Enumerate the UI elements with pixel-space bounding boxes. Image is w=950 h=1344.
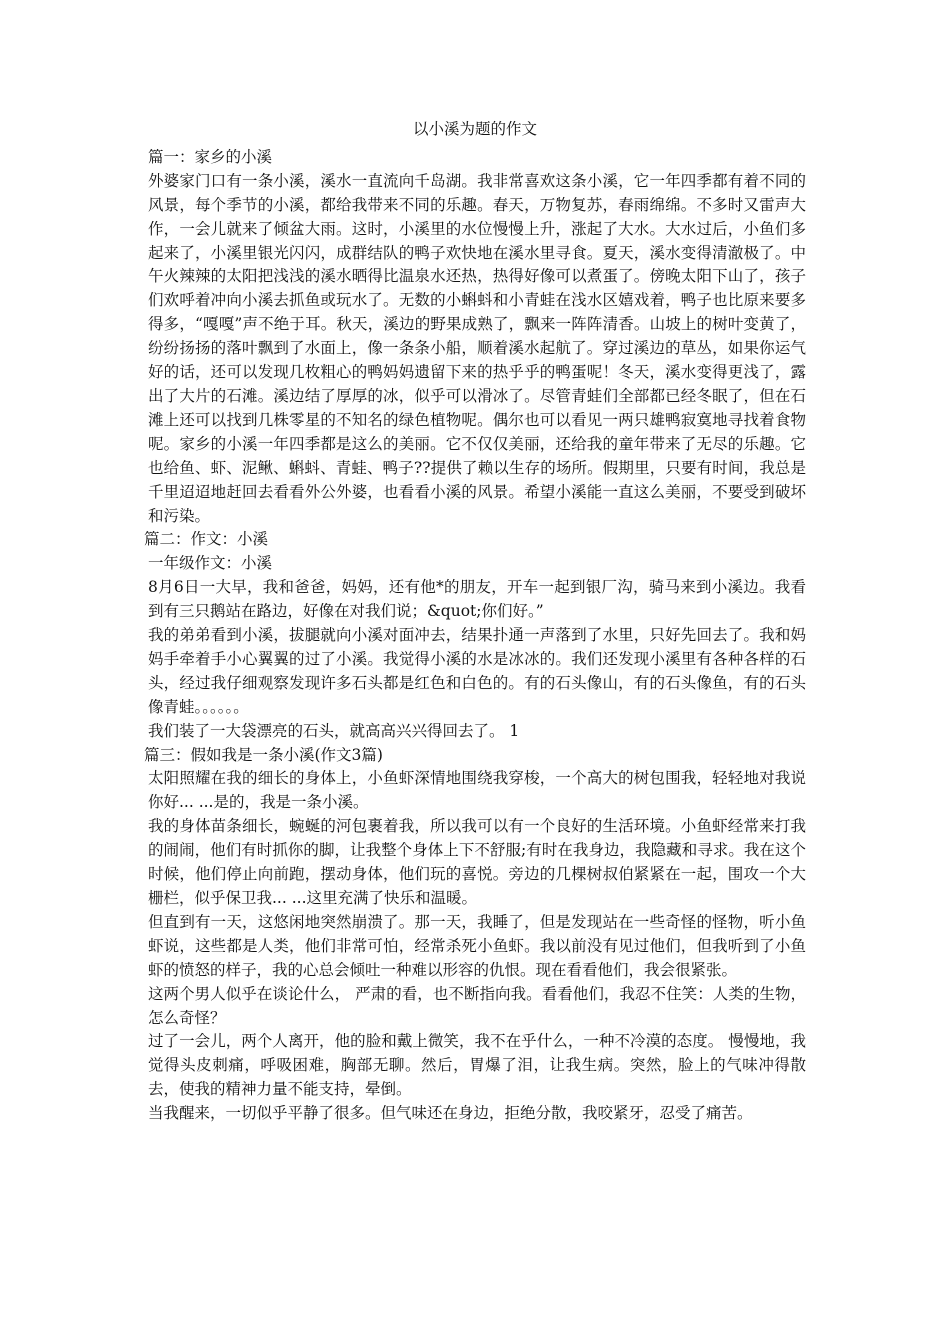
document-page: [144, 118, 806, 1126]
paragraph: 我的弟弟看到小溪，拔腿就向小溪对面冲去，结果扑通一声落到了水里，只好先回去了。我和妈妈手牵着手小心翼翼的过了小溪。我觉得小溪的水是冰冰的。我们还发现小溪里有各种各样的石头，经过我仔细观察发现许多石头都是红色和白色的。有的石头像山，有的石头像鱼，有的石头像青蛙。。。。。。: [148, 626, 806, 716]
paragraph: 我们装了一大袋漂亮的石头，就高高兴兴得回去了。 1: [148, 721, 520, 740]
paragraph: 外婆家门口有一条小溪，溪水一直流向千岛湖。我非常喜欢这条小溪，它一年四季都有着不同的风景，每个季节的小溪，都给我带来不同的乐趣。春天，万物复苏，春雨绵绵。不多时又雷声大作，一会儿就来了倾盆大雨。这时，小溪里的水位慢慢上升，涨起了大水。大水过后，小鱼们多起来了，小溪里银光闪闪，成群结队的鸭子欢快地在溪水里寻食。夏天，溪水变得清澈极了。中午火辣辣的太阳把浅浅的溪水晒得比温泉水还热，热得好像可以煮蛋了。傍晚太阳下山了，孩子们欢呼着冲向小溪去抓鱼或玩水了。无数的小蝌蚪和小青蛙在浅水区嬉戏着，鸭子也比原来要多得多，“嘎嘎”声不绝于耳。秋天，溪边的野果成熟了，飘来一阵阵清香。山坡上的树叶变黄了，纷纷扬扬的落叶飘到了水面上，像一条条小船，顺着溪水起航了。穿过溪边的草丛，如果你运气好的话，还可以发现几枚粗心的鸭妈妈遗留下来的热乎乎的鸭蛋呢！冬天，溪水变得更浅了，露出了大片的石滩。溪边结了厚厚的冰，似乎可以滑冰了。尽管青蛙们全部都已经冬眠了，但在石滩上还可以找到几株零星的不知名的绿色植物呢。偶尔也可以看见一两只雄鸭寂寞地寻找着食物呢。家乡的小溪一年四季都是这么的美丽。它不仅仅美丽，还给我的童年带来了无尽的乐趣。它也给鱼、虾、泥鳅、蝌蚪、青蛙、鸭子??提供了赖以生存的场所。假期里，只要有时间，我总是千里迢迢地赶回去看看外公外婆，也看看小溪的风景。希望小溪能一直这么美丽，不要受到破坏和污染。: [148, 171, 806, 525]
paragraph: 过了一会儿，两个人离开，他的脸和戴上微笑，我不在乎什么，一种不冷漠的态度。 慢慢地，我觉得头皮刺痛，呼吸困难，胸部无聊。然后，胃爆了泪，让我生病。突然，脸上的气味冲得散去，使我的精神力量不能支持，晕倒。: [148, 1032, 806, 1099]
paragraph: 我的身体苗条细长，蜿蜒的河包裹着我，所以我可以有一个良好的生活环境。小鱼虾经常来打我的闹闹，他们有时抓你的脚，让我整个身体上下不舒服;有时在我身边，我隐藏和寻求。我在这个时候，他们停止向前跑，摆动身体，他们玩的喜悦。旁边的几棵树叔伯紧紧在一起，围攻一个大栅栏，似乎保卫我... ...这里充满了快乐和温暖。: [148, 817, 806, 907]
paragraph: 但直到有一天，这悠闲地突然崩溃了。那一天，我睡了，但是发现站在一些奇怪的怪物，听小鱼虾说，这些都是人类，他们非常可怕，经常杀死小鱼虾。我以前没有见过他们，但我听到了小鱼虾的愤怒的样子，我的心总会倾吐一种难以形容的仇恨。现在看看他们，我会很紧张。: [148, 912, 806, 979]
paragraph: 太阳照耀在我的细长的身体上，小鱼虾深情地围绕我穿梭，一个高大的树包围我，轻轻地对我说你好... ...是的，我是一条小溪。: [148, 769, 806, 812]
section-heading: 篇三：假如我是一条小溪(作文3篇): [144, 745, 383, 764]
paragraph: 当我醒来，一切似乎平静了很多。但气味还在身边，拒绝分散，我咬紧牙，忍受了痛苦。: [148, 1104, 753, 1123]
section-heading: 篇一：家乡的小溪: [148, 147, 273, 166]
paragraph: 一年级作文：小溪: [148, 554, 273, 573]
paragraph: 8月6日一大早，我和爸爸，妈妈，还有他*的朋友，开车一起到银厂沟，骑马来到小溪边。我看到有三只鹅站在路边，好像在对我们说；&quot;你们好。”: [148, 578, 806, 621]
section-heading: 篇二：作文：小溪: [144, 530, 269, 549]
document-title: 以小溪为题的作文: [412, 120, 537, 138]
paragraph: 这两个男人似乎在谈论什么， 严肃的看，也不断指向我。看看他们，我忍不住笑：人类的生物，怎么奇怪？: [148, 984, 806, 1027]
